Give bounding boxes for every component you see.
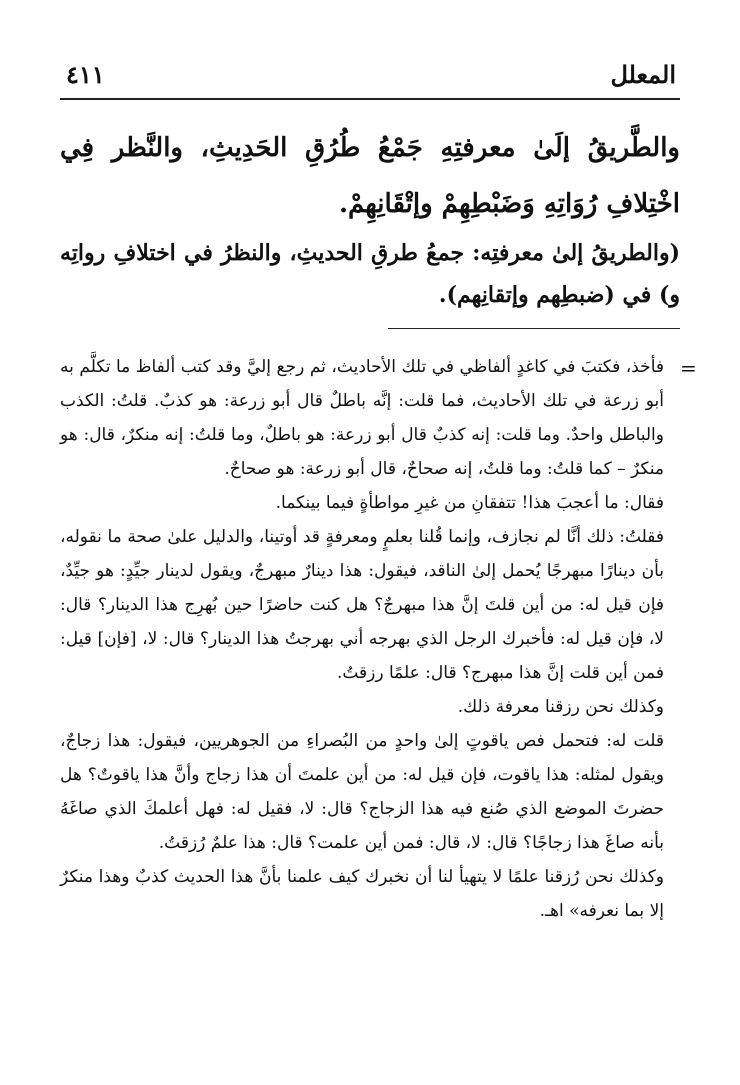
footnote-paragraph: فقال: ما أعجبَ هذا! تتفقانِ من غيرِ مواطأةٍ فيما بينكما. (275, 493, 664, 513)
footnote-continuation-marker: = (680, 356, 697, 380)
footnote-paragraph: وكذلك نحن رُزقنا علمًا لا يتهيأ لنا أن نخبرك كيف علمنا بأنَّ هذا الحديث كذبٌ وهذا منكرٌ إلا بما نعرفه» اهـ. (60, 867, 664, 921)
matn-text: والطَّريقُ إلَىٰ معرفتِهِ جَمْعُ طُرُقِ الحَدِيثِ، والنَّظر فِي اخْتِلافِ رُوَاتِهِ وَضَبْطِهِمْ وإتْقَانِهِمْ. (60, 133, 680, 219)
page-header (60, 58, 680, 100)
footnote-paragraph: فأخذ، فكتبَ في كاغدٍ ألفاظي في تلك الأحاديث، ثم رجع إليَّ وقد كتب ألفاظ ما تكلَّم به أبو زرعة في تلك الأحاديث، فما قلت: إنَّه باطلٌ قال أبو زرعة: هو كذبٌ. قلتُ: الكذب والباطل واحدٌ. وما قلت: إنه كذبٌ قال أبو زرعة: هو باطلٌ، وما قلتُ: إنه منكرٌ، قال: هو منكرٌ – كما قلتُ: وما قلتُ، إنه صحاحٌ، قال أبو زرعة: هو صحاحٌ. (60, 357, 664, 479)
footnote (60, 350, 664, 928)
page-number: ٤١١ (66, 60, 105, 89)
page-title: المعلل (610, 60, 676, 89)
footnote-separator (388, 328, 680, 329)
footnote-paragraph: فقلتُ: ذلك أنَّا لم نجازف، وإنما قُلنا بعلمٍ ومعرفةٍ قد أوتينا، والدليل علىٰ صحة ما نقوله، بأن دينارًا مبهرجًا يُحمل إلىٰ الناقد، فيقول: هذا دينارٌ مبهرجٌ، ويقول لدينار جيِّدٍ: هو جيِّدٌ، فإن قيل له: من أين قلتَ إنَّ هذا مبهرجٌ؟ هل كنت حاضرًا حين بُهرِج هذا الدينار؟ قال: لا، فإن قيل له: فأخبرك الرجل الذي بهرجه أني بهرجتُ هذا الدينار؟ قال: لا، [فإن] قيل: فمن أين قلت إنَّ هذا مبهرج؟ قال: علمًا رزقتُ. (60, 527, 664, 683)
sharh-text: (والطريقُ إلىٰ معرفتِه: جمعُ طرقِ الحديثِ، والنظرُ في اختلافِ رواتِه و) في (ضبطِهم وإتقانِهم). (60, 240, 680, 308)
footnote-paragraph: قلت له: فتحمل فص ياقوتٍ إلىٰ واحدٍ من البُصراءِ من الجوهريين، فيقول: هذا زجاجٌ، ويقول لمثله: هذا ياقوت، فإن قيل له: من أين علمتَ أن هذا زجاج وأنَّ هذا ياقوتٌ؟ هل حضرتَ الموضع الذي صُنع فيه هذا الزجاج؟ قال: لا، فقيل له: فهل أعلمكَ الذي صاغَهُ بأنه صاغَ هذا زجاجًا؟ قال: لا، قال: فمن أين علمت؟ قال: هذا علمٌ رُزقتُ. (60, 731, 664, 853)
footnote-paragraph: وكذلك نحن رزقنا معرفة ذلك. (457, 697, 664, 717)
